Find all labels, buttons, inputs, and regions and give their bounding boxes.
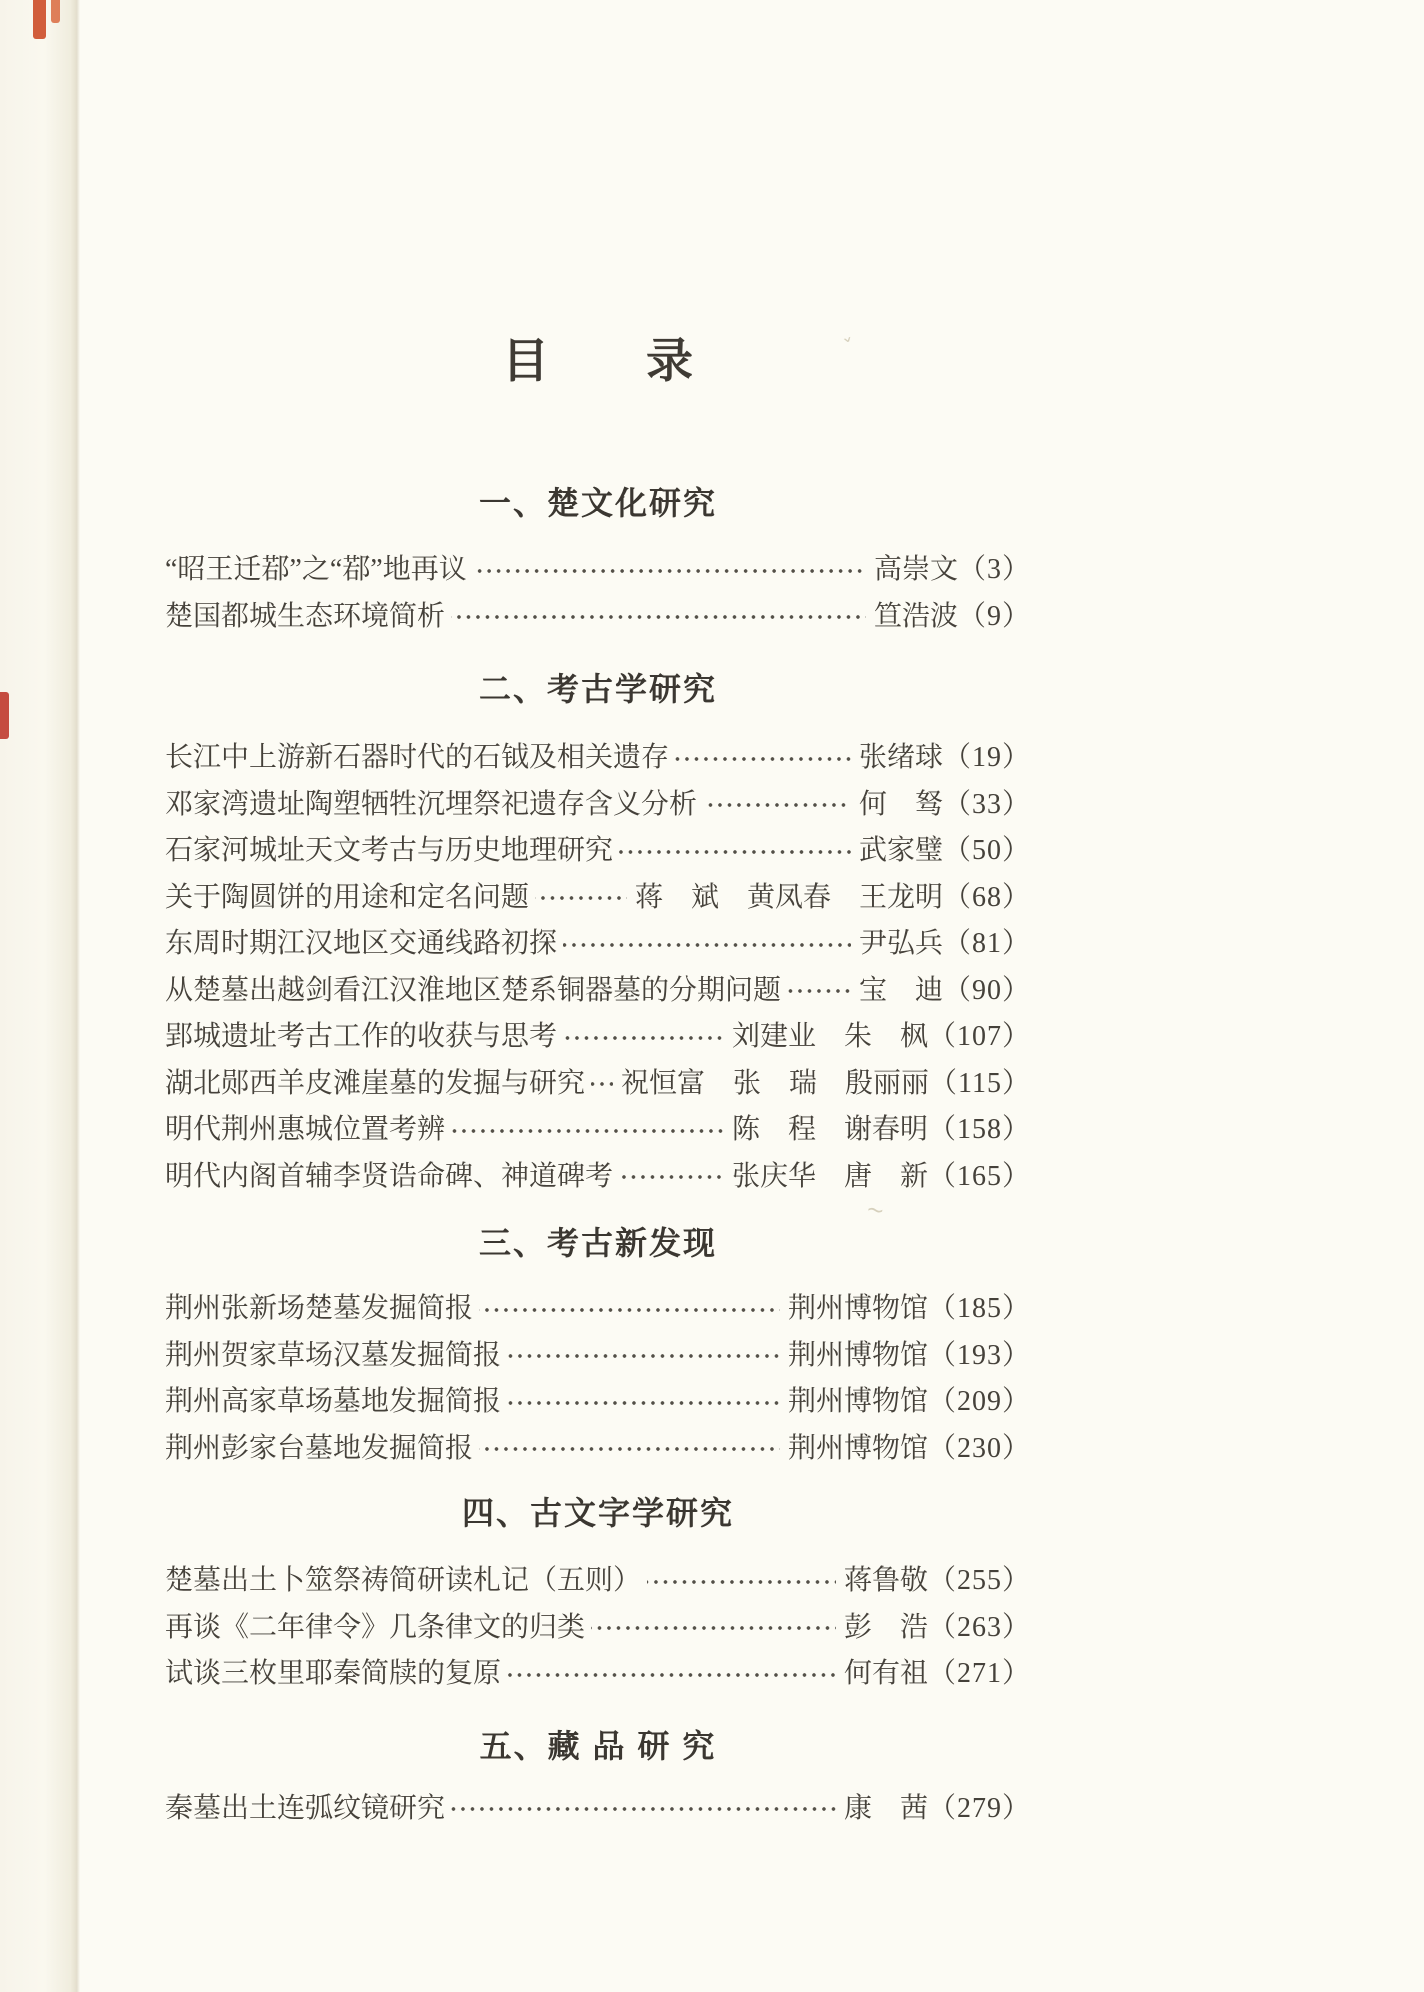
section-heading-5: 五、藏 品 研 究: [479, 1727, 717, 1764]
scan-artifact-orange-strip: [33, 0, 46, 39]
entry-page: （209）: [927, 1386, 1031, 1417]
entry-title: 荆州高家草场墓地发掘简报: [165, 1386, 502, 1417]
toc-entry: [165, 1786, 1031, 1833]
entry-title: 秦墓出土连弧纹镜研究: [165, 1792, 446, 1824]
section-entries-1: [165, 547, 1031, 640]
toc-entry: [165, 1014, 1031, 1061]
dot-leader: [507, 1379, 780, 1426]
entry-page: （255）: [927, 1565, 1031, 1596]
entry-authors: 笪浩波: [873, 600, 958, 632]
entry-title: 荆州贺家草场汉墓发掘简报: [165, 1339, 502, 1371]
toc-entry: [165, 1333, 1031, 1380]
entry-page: （158）: [927, 1114, 1031, 1145]
scan-artifact-orange-strip: [51, 0, 60, 23]
toc-entry: [165, 1558, 1031, 1605]
section-heading-1: 一、楚文化研究: [478, 485, 717, 521]
dot-leader: [787, 968, 851, 1015]
entry-title: 郢城遗址考古工作的收获与思考: [165, 1021, 558, 1052]
toc-entry: [165, 782, 1031, 829]
entry-page: （185）: [927, 1293, 1031, 1324]
dot-leader: [647, 1558, 836, 1605]
dot-leader: [479, 1426, 780, 1473]
toc-entry: [165, 875, 1031, 922]
entry-page: （165）: [927, 1160, 1031, 1192]
entry-authors: 陈 程 谢春明: [731, 1114, 928, 1145]
section-entries-2: [165, 735, 1031, 1200]
section-heading-4: 四、古文字学研究: [461, 1495, 734, 1531]
entry-title: 从楚墓出越剑看江汉淮地区楚系铜器墓的分期问题: [165, 974, 782, 1006]
entry-title: 明代内阁首辅李贤诰命碑、神道碑考: [165, 1160, 614, 1192]
dot-leader: [591, 1605, 836, 1652]
toc-entry: [165, 1651, 1031, 1698]
dot-leader: [591, 1061, 613, 1108]
entry-authors: 宝 迪: [858, 974, 943, 1006]
dot-leader: [479, 1286, 780, 1333]
dot-leader: [507, 1333, 780, 1380]
toc-entry: [165, 968, 1031, 1015]
dot-leader: [675, 735, 851, 782]
entry-page: （9）: [957, 600, 1031, 632]
entry-title: 再谈《二年律令》几条律文的归类: [165, 1611, 586, 1643]
section-entries-5: [165, 1786, 1031, 1833]
dot-leader: [563, 921, 851, 968]
toc-entry: [165, 547, 1031, 594]
toc-entry: [165, 1426, 1031, 1473]
entry-page: （81）: [942, 928, 1031, 959]
entry-authors: 荆州博物馆: [787, 1339, 928, 1371]
entry-authors: 祝恒富 张 瑞 殷丽丽: [621, 1067, 930, 1099]
entry-title: 邓家湾遗址陶塑牺牲沉埋祭祀遗存含义分析: [165, 788, 698, 820]
section-entries-3: [165, 1286, 1031, 1472]
toc-entry: [165, 1605, 1031, 1652]
dot-leader: [451, 1786, 836, 1833]
entry-title: 东周时期江汉地区交通线路初探: [165, 928, 558, 959]
entry-title: 荆州彭家台墓地发掘简报: [165, 1432, 474, 1464]
entry-page: （230）: [927, 1432, 1031, 1464]
entry-authors: 蒋 斌 黄凤春 王龙明: [634, 881, 943, 913]
toc-entry: [165, 1286, 1031, 1333]
toc-entry: [165, 1154, 1031, 1201]
dot-leader: [451, 1107, 724, 1154]
page-title: 目 录: [502, 336, 694, 388]
entry-title: 石家河城址天文考古与历史地理研究: [165, 835, 614, 866]
dot-leader: [473, 547, 866, 594]
entry-page: （193）: [927, 1339, 1031, 1371]
section-heading-3: 三、考古新发现: [478, 1225, 717, 1261]
toc-page: [165, 0, 1031, 1832]
entry-authors: 张庆华 唐 新: [731, 1160, 928, 1192]
entry-authors: 尹弘兵: [858, 928, 943, 959]
entry-page: （68）: [942, 881, 1031, 913]
entry-authors: 荆州博物馆: [787, 1432, 928, 1464]
entry-title: 湖北郧西羊皮滩崖墓的发掘与研究: [165, 1067, 586, 1099]
toc-entry: [165, 1379, 1031, 1426]
dot-leader: [619, 828, 851, 875]
toc-entry: [165, 594, 1031, 641]
entry-title: 荆州张新场楚墓发掘简报: [165, 1293, 474, 1324]
entry-page: （115）: [929, 1067, 1031, 1099]
entry-title: 关于陶圆饼的用途和定名问题: [165, 881, 530, 913]
toc-entry: [165, 828, 1031, 875]
entry-title: 试谈三枚里耶秦简牍的复原: [165, 1658, 502, 1689]
toc-entry: [165, 1061, 1031, 1108]
entry-page: （19）: [942, 742, 1031, 773]
entry-title: 明代荆州惠城位置考辨: [165, 1114, 446, 1145]
entry-authors: 张绪球: [858, 742, 943, 773]
entry-authors: 荆州博物馆: [787, 1386, 928, 1417]
entry-authors: 武家璧: [858, 835, 943, 866]
scan-smudge: ~: [863, 1196, 887, 1225]
dot-leader: [451, 594, 866, 641]
entry-page: （90）: [942, 974, 1031, 1006]
entry-authors: 康 茜: [843, 1792, 928, 1824]
entry-authors: 蒋鲁敬: [843, 1565, 928, 1596]
scan-smudge: ˇ: [841, 334, 860, 363]
toc-entry: [165, 1107, 1031, 1154]
section-entries-4: [165, 1558, 1031, 1698]
entry-page: （107）: [927, 1021, 1031, 1052]
entry-authors: 何 驽: [858, 788, 943, 820]
entry-authors: 彭 浩: [843, 1611, 928, 1643]
entry-page: （279）: [927, 1792, 1031, 1824]
dot-leader: [507, 1651, 836, 1698]
toc-entry: [165, 921, 1031, 968]
entry-title: “昭王迁鄀”之“鄀”地再议: [165, 554, 467, 585]
entry-page: （50）: [942, 835, 1031, 866]
dot-leader: [619, 1154, 724, 1201]
entry-title: 楚国都城生态环境简析: [165, 600, 446, 632]
entry-page: （271）: [927, 1658, 1031, 1689]
entry-authors: 刘建业 朱 枫: [731, 1021, 928, 1052]
entry-authors: 高崇文: [873, 554, 958, 585]
scan-artifact-red-strip: [0, 692, 9, 739]
entry-authors: 何有祖: [843, 1658, 928, 1689]
entry-authors: 荆州博物馆: [787, 1293, 928, 1324]
dot-leader: [703, 782, 851, 829]
dot-leader: [563, 1014, 724, 1061]
entry-title: 楚墓出土卜筮祭祷简研读札记（五则）: [165, 1565, 642, 1596]
entry-page: （3）: [957, 554, 1031, 585]
entry-page: （263）: [927, 1611, 1031, 1643]
toc-entry: [165, 735, 1031, 782]
dot-leader: [535, 875, 627, 922]
entry-page: （33）: [942, 788, 1031, 820]
page-left-edge-shadow: [0, 0, 80, 1992]
section-heading-2: 二、考古学研究: [478, 671, 717, 707]
entry-title: 长江中上游新石器时代的石钺及相关遗存: [165, 742, 670, 773]
